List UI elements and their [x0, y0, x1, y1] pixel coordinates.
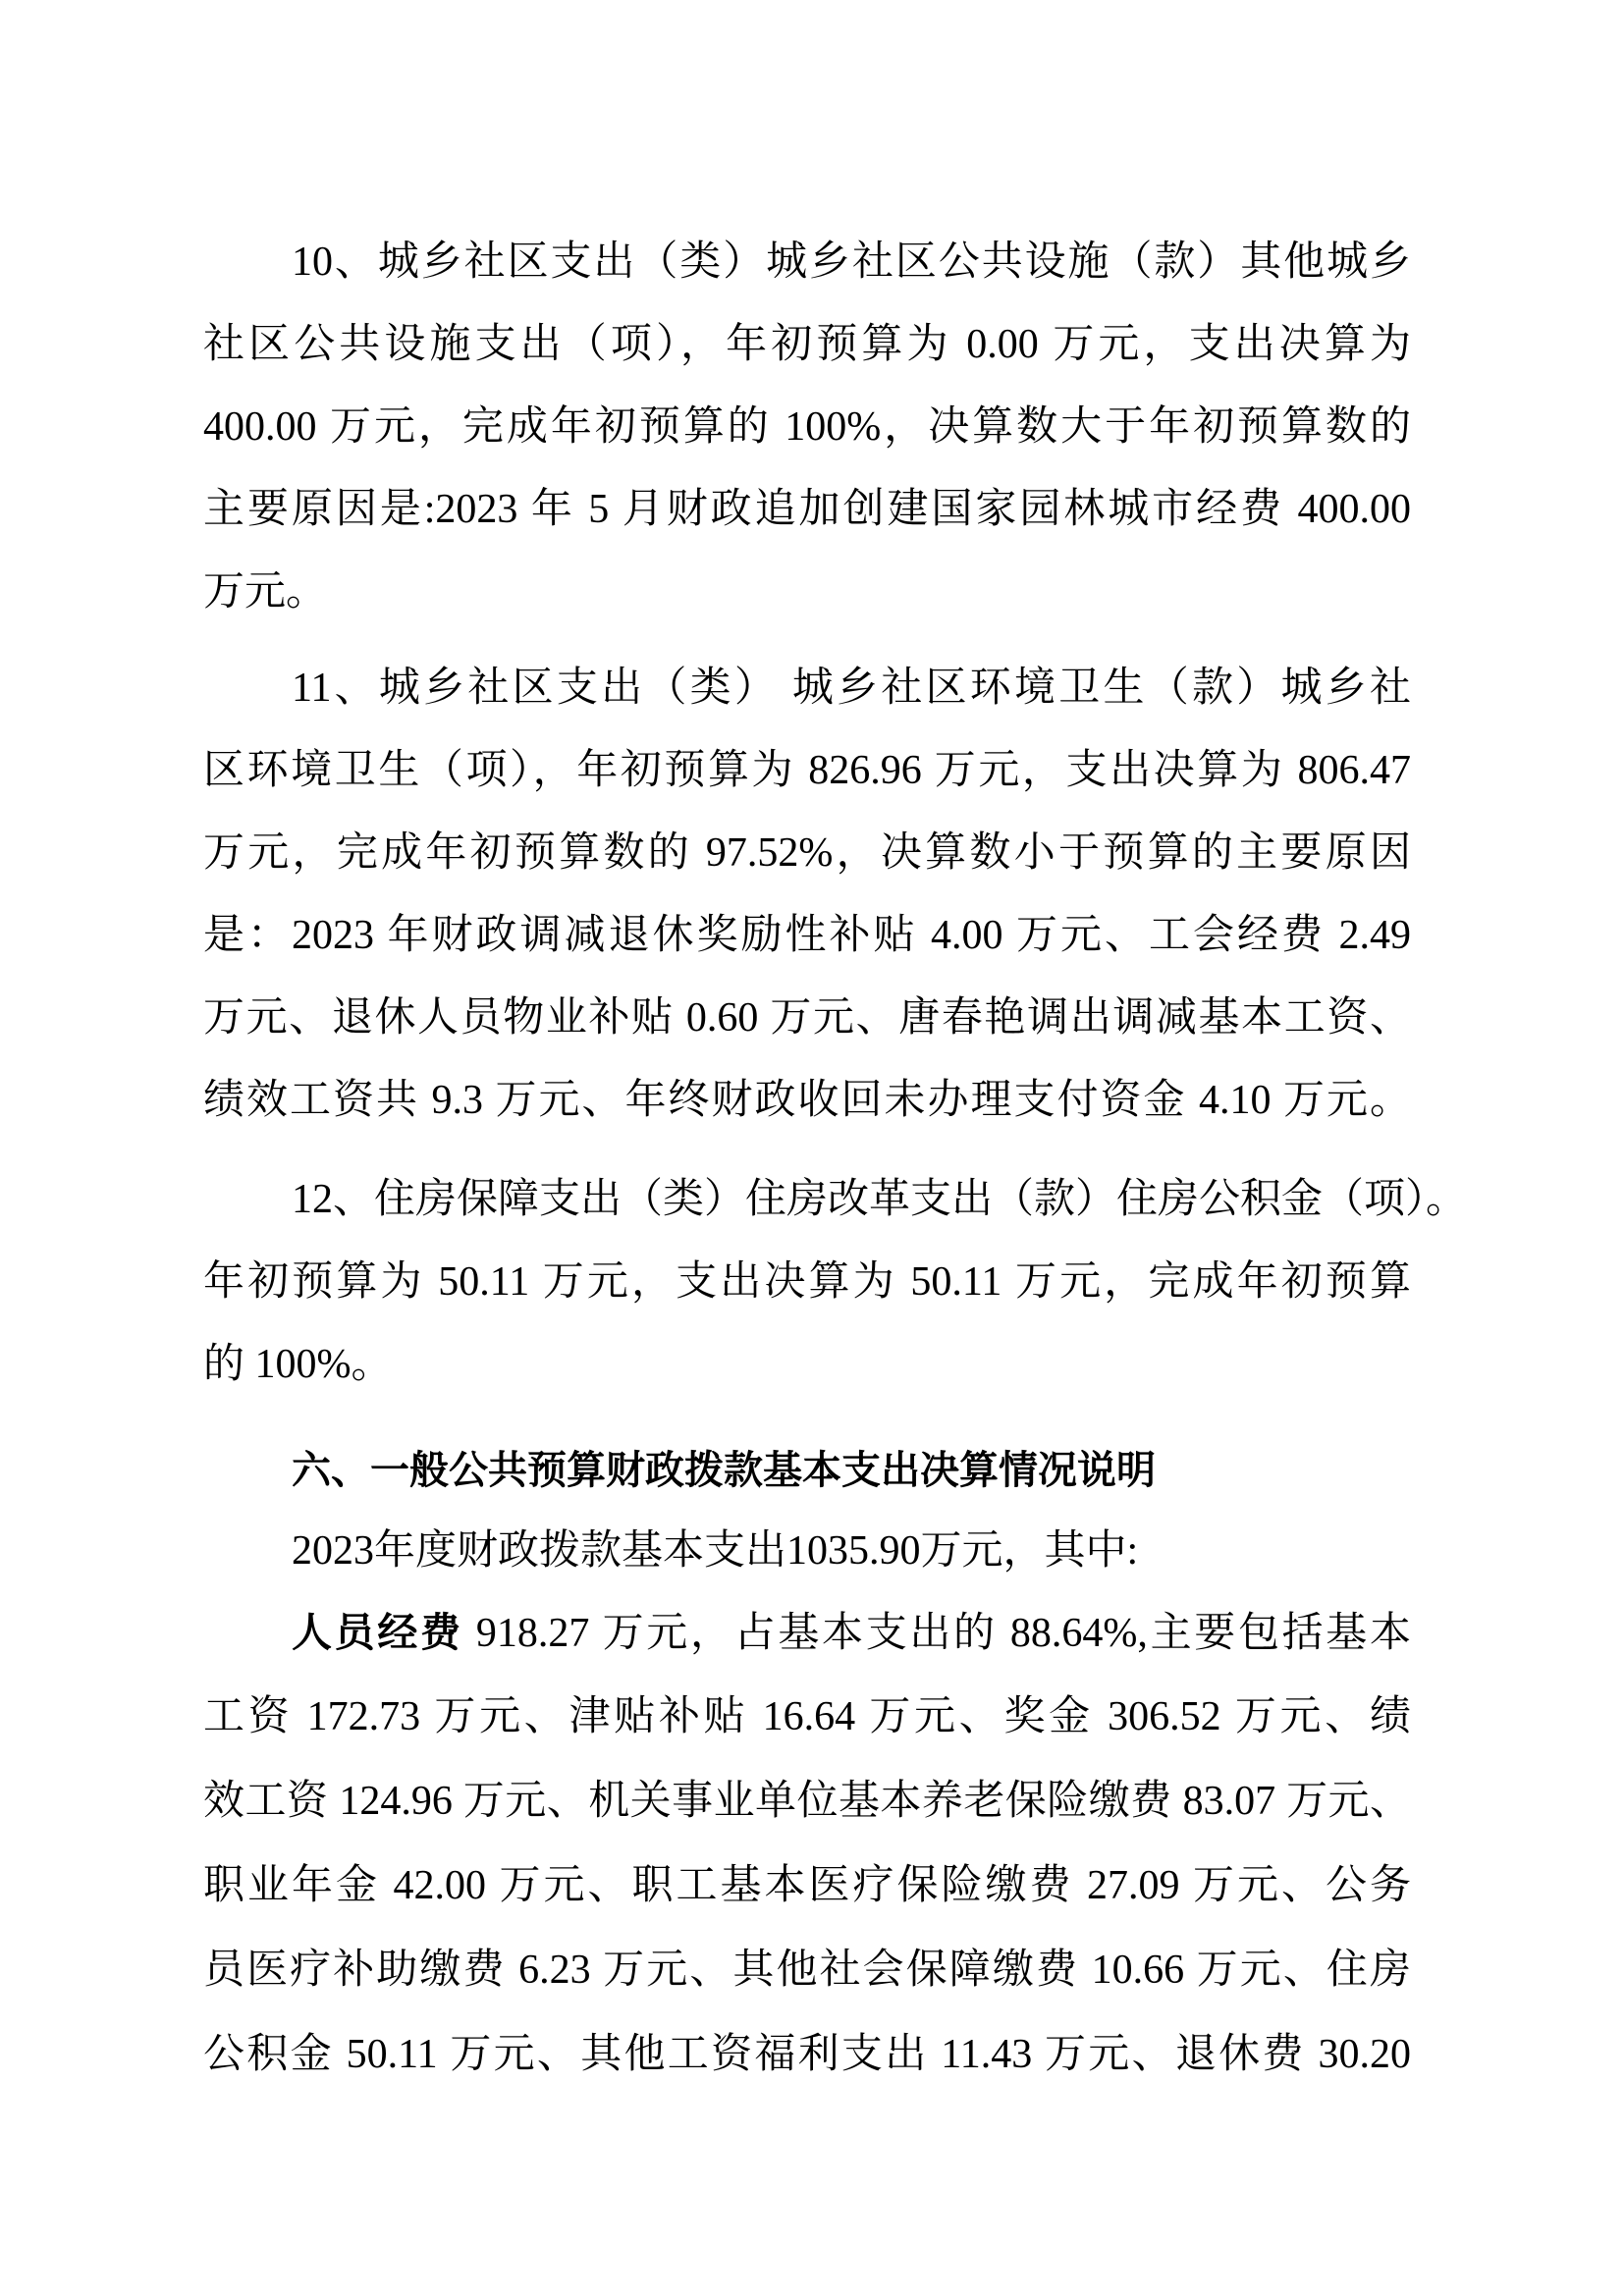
paragraph-line: 社区公共设施支出（项），年初预算为 0.00 万元，支出决算为: [203, 322, 1411, 367]
paragraph-line: 400.00 万元，完成年初预算的 100%，决算数大于年初预算数的: [203, 404, 1411, 450]
personnel-expenses-text: 918.27 万元，占基本支出的 88.64%,主要包括基本: [462, 1611, 1411, 1656]
personnel-expenses-lines: [203, 1675, 1411, 2097]
paragraph-line: 公积金 50.11 万元、其他工资福利支出 11.43 万元、退休费 30.20: [203, 2032, 1411, 2077]
paragraph-line: 万元，完成年初预算数的 97.52%，决算数小于预算的主要原因: [203, 830, 1411, 876]
paragraph-line: 绩效工资共 9.3 万元、年终财政收回未办理支付资金 4.10 万元。: [203, 1078, 1411, 1123]
paragraph-line: 区环境卫生（项），年初预算为 826.96 万元，支出决算为 806.47: [203, 748, 1411, 793]
paragraph-line: 的 100%。: [203, 1342, 393, 1387]
paragraph-item-12: [203, 1158, 1468, 1406]
paragraph-line: 主要原因是:2023 年 5 月财政追加创建国家园林城市经费 400.00: [203, 487, 1411, 532]
paragraph-line: 10、城乡社区支出（类）城乡社区公共设施（款）其他城乡: [292, 240, 1411, 285]
paragraph-line: 效工资 124.96 万元、机关事业单位基本养老保险缴费 83.07 万元、: [203, 1779, 1411, 1824]
paragraph-line: 万元。: [203, 569, 328, 614]
paragraph-line: 工资 172.73 万元、津贴补贴 16.64 万元、奖金 306.52 万元、绩: [203, 1694, 1411, 1739]
paragraph-line: 12、住房保障支出（类）住房改革支出（款）住房公积金（项）。: [292, 1177, 1468, 1222]
paragraph-item-11: [203, 647, 1411, 1142]
personnel-expenses-paragraph: [203, 1590, 1411, 2097]
paragraph-line: 11、城乡社区支出（类） 城乡社区环境卫生（款）城乡社: [292, 666, 1411, 711]
personnel-expenses-label: 人员经费: [292, 1609, 463, 1656]
paragraph-line: 职业年金 42.00 万元、职工基本医疗保险缴费 27.09 万元、公务: [203, 1863, 1411, 1908]
basic-expenditure-summary: 2023年度财政拨款基本支出1035.90万元，其中:: [292, 1528, 1139, 1574]
paragraph-line: [203, 1590, 1411, 1675]
paragraph-line: 年初预算为 50.11 万元，支出决算为 50.11 万元，完成年初预算: [203, 1259, 1411, 1305]
section-heading: 六、一般公共预算财政拨款基本支出决算情况说明: [292, 1448, 1156, 1493]
paragraph-line: 员医疗补助缴费 6.23 万元、其他社会保障缴费 10.66 万元、住房: [203, 1948, 1411, 1993]
paragraph-line: 万元、退休人员物业补贴 0.60 万元、唐春艳调出调减基本工资、: [203, 995, 1411, 1041]
paragraph-item-10: [203, 221, 1411, 633]
document-page: [203, 221, 1468, 2097]
paragraph-line: 是：2023 年财政调减退休奖励性补贴 4.00 万元、工会经费 2.49: [203, 913, 1411, 958]
